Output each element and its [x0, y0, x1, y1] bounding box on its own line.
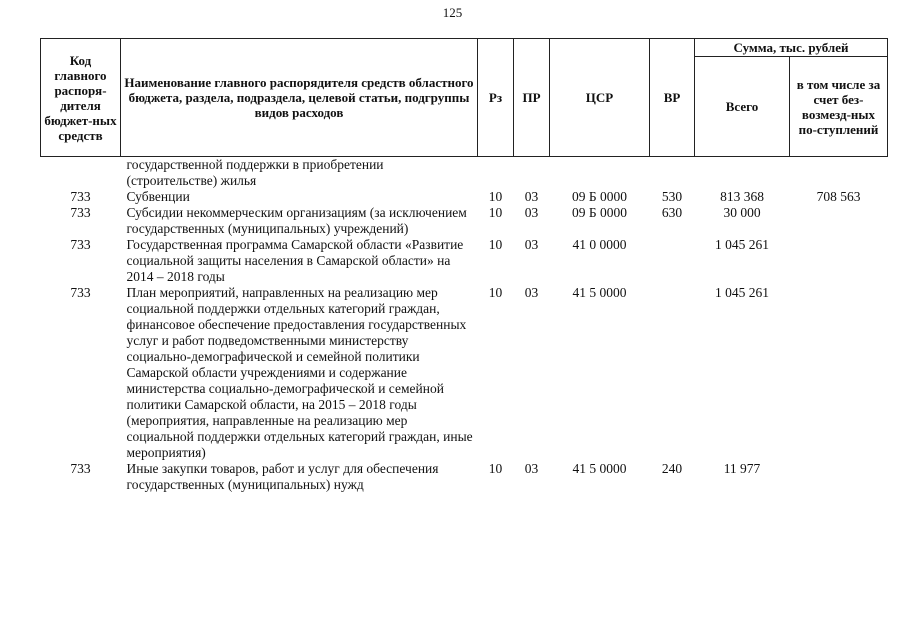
cell-rz: 10: [488, 205, 503, 220]
cell-incl: [790, 285, 888, 461]
cell-incl: [790, 461, 888, 493]
cell-name: План мероприятий, направленных на реализацию мер социальной поддержки отдельных категорий граждан, финансовое обеспечение предоставления государственных услуг и работ подведомственными министерству социально-демографической и семейной политики Самарской области учреждениями и содержание министерства социально-демографической и семейной политики Самарской области, на 2015 – 2018 годы (мероприятия, направленные на реализацию мер социальной поддержки отдельных категорий граждан, иные мероприятия): [126, 285, 473, 460]
cell-rz: [478, 157, 514, 190]
header-pr: ПР: [514, 39, 550, 157]
cell-code: 733: [70, 189, 91, 204]
cell-vr: 240: [661, 461, 683, 476]
header-vr: ВР: [650, 39, 695, 157]
cell-pr: [514, 157, 550, 190]
header-total: Всего: [695, 57, 790, 157]
header-csr: ЦСР: [550, 39, 650, 157]
cell-name: Иные закупки товаров, работ и услуг для обеспечения государственных (муниципальных) нужд: [126, 461, 439, 492]
cell-csr: 41 5 0000: [572, 461, 627, 476]
header-code: Код главного распоря-дителя бюджет-ных средств: [41, 39, 121, 157]
cell-pr: 03: [524, 205, 539, 220]
cell-csr: 41 0 0000: [572, 237, 627, 252]
cell-incl: [790, 237, 888, 285]
cell-pr: 03: [524, 285, 539, 300]
cell-name: Субвенции: [126, 189, 190, 204]
cell-rz: 10: [488, 461, 503, 476]
cell-csr: 09 Б 0000: [571, 205, 627, 220]
cell-code: 733: [70, 285, 91, 300]
cell-total: 1 045 261: [715, 285, 769, 300]
header-incl: в том числе за счет без-возмезд-ных по-ступлений: [790, 57, 888, 157]
table-row: [41, 285, 888, 461]
cell-incl: [790, 205, 888, 237]
cell-pr: 03: [524, 461, 539, 476]
table-row: [41, 189, 888, 205]
cell-pr: 03: [524, 189, 539, 204]
cell-vr: [650, 157, 695, 190]
cell-code: [41, 157, 121, 190]
cell-name: государственной поддержки в приобретении (строительстве) жилья: [126, 157, 384, 188]
table-row: [41, 205, 888, 237]
cell-csr: 41 5 0000: [572, 285, 627, 300]
page-number: 125: [442, 5, 463, 20]
table-row: [41, 157, 888, 190]
cell-total: [695, 157, 790, 190]
cell-incl: 708 563: [816, 189, 861, 204]
cell-rz: 10: [488, 285, 503, 300]
cell-vr: [650, 285, 695, 461]
header-name: Наименование главного распорядителя средств областного бюджета, раздела, подраздела, целевой статьи, подгруппы видов расходов: [121, 39, 478, 157]
cell-total: 813 368: [720, 189, 764, 204]
cell-name: Государственная программа Самарской области «Развитие социальной защиты населения в Самарской области» на 2014 – 2018 годы: [126, 237, 464, 284]
cell-csr: [550, 157, 650, 190]
cell-incl: [790, 157, 888, 190]
header-rz: Рз: [478, 39, 514, 157]
table-row: [41, 461, 888, 493]
cell-code: 733: [70, 461, 91, 476]
table-row: [41, 237, 888, 285]
cell-name: Субсидии некоммерческим организациям (за исключением государственных (муниципальных) учреждений): [126, 205, 467, 236]
cell-rz: 10: [488, 237, 503, 252]
cell-pr: 03: [524, 237, 539, 252]
cell-csr: 09 Б 0000: [571, 189, 627, 204]
header-sum: Сумма, тыс. рублей: [695, 39, 888, 57]
cell-code: 733: [70, 237, 91, 252]
cell-rz: 10: [488, 189, 503, 204]
cell-vr: 530: [661, 189, 683, 204]
cell-vr: [650, 237, 695, 285]
cell-vr: 630: [661, 205, 683, 220]
cell-code: 733: [70, 205, 91, 220]
cell-total: 1 045 261: [715, 237, 769, 252]
cell-total: 11 977: [723, 461, 761, 476]
budget-table: [40, 38, 888, 493]
cell-total: 30 000: [723, 205, 761, 220]
